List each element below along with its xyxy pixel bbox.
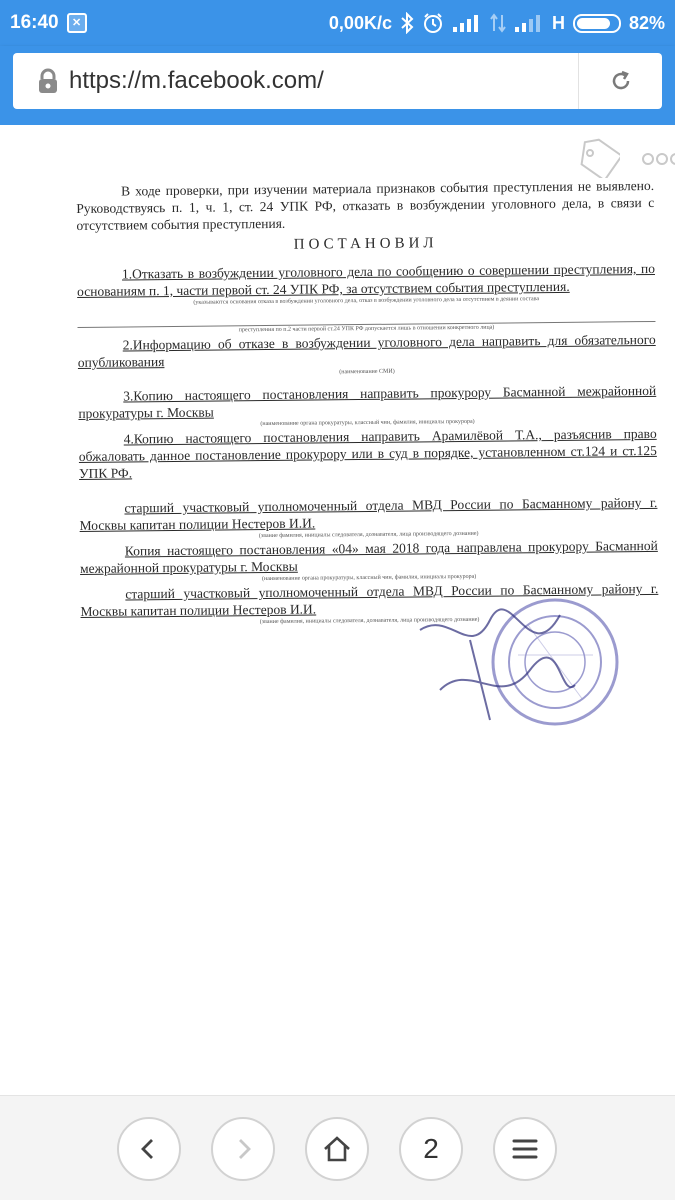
home-button[interactable] — [305, 1117, 369, 1181]
back-icon — [136, 1136, 162, 1162]
back-button[interactable] — [117, 1117, 181, 1181]
browser-toolbar — [0, 46, 675, 125]
bottom-navigation — [0, 1095, 675, 1200]
battery-fill — [577, 18, 610, 29]
item-4: 4.Копию настоящего постановления направить Арамилёвой Т.А., разъяснив право обжаловать данное постановление прокурору или в суд в порядке, установленном ст.124 и ст.125 УПК РФ. — [78, 425, 657, 481]
network-speed: 0,00K/c — [328, 12, 392, 33]
home-icon — [322, 1135, 352, 1163]
lock-icon — [35, 68, 61, 94]
address-bar[interactable] — [13, 53, 662, 109]
tabs-count: 2 — [423, 1133, 439, 1164]
clock: 16:40 — [10, 12, 59, 33]
item-2: 2.Информацию об отказе в возбуждении уголовного дела направить для обязательного опубликования — [77, 331, 656, 370]
tabs-button[interactable] — [399, 1117, 463, 1181]
document-heading: ПОСТАНОВИЛ — [293, 235, 438, 253]
status-bar — [0, 0, 675, 46]
alarm-icon — [422, 12, 444, 34]
battery-percent: 82% — [628, 12, 665, 33]
item-1-note-2: преступления по п.2 части первой ст.24 УПК РФ допускается лишь в отношении конкретного лица) — [78, 321, 656, 337]
reload-icon[interactable] — [608, 68, 634, 94]
menu-button[interactable] — [493, 1117, 557, 1181]
item-3-note: (наименование органа прокуратуры, классный чин, фамилия, инициалы прокурора) — [260, 418, 475, 428]
url-text[interactable]: https://m.facebook.com/ — [69, 67, 324, 94]
paragraph-intro: В ходе проверки, при изучении материала признаков события преступления не выявлено. Руководствуясь п. 1, ч. 1, ст. 24 УПК РФ, отказать в возбуждении уголовного дела, в связи с отсутствием события преступления. — [76, 177, 655, 233]
signal-icon — [452, 14, 482, 32]
item-3: 3.Копию настоящего постановления направить прокурору Басманной межрайонной прокуратуры г. Москвы — [78, 382, 657, 421]
scanned-document — [76, 177, 659, 629]
signatory-1: старший участковый уполномоченный отдела МВД России по Басманному району г. Москвы капитан полиции Нестеров И.И. — [79, 494, 658, 533]
more-icon[interactable] — [640, 147, 675, 171]
battery-icon — [573, 14, 621, 33]
menu-icon — [512, 1138, 538, 1160]
signal-2-icon — [514, 14, 544, 32]
signatory-2: старший участковый уполномоченный отдела МВД России по Басманному району г. Москвы капитан полиции Нестеров И.И. — [80, 580, 659, 619]
forward-icon — [230, 1136, 256, 1162]
tag-icon[interactable] — [574, 138, 620, 178]
item-2-note: (наименование СМИ) — [339, 368, 395, 376]
divider — [578, 53, 579, 109]
signature — [410, 600, 580, 740]
data-transfer-icon — [490, 13, 506, 33]
signatory-2-note: (звание фамилия, инициалы следователя, дознавателя, лица производящего дознание) — [259, 616, 480, 626]
forward-button[interactable] — [211, 1117, 275, 1181]
bluetooth-icon — [400, 12, 414, 34]
network-type: H — [551, 12, 565, 33]
status-icons — [329, 12, 665, 34]
copy-sent: Копия настоящего постановления «04» мая 2018 года направлена прокурору Басманной межрайонной прокуратуры г. Москвы — [79, 537, 658, 576]
web-page[interactable] — [0, 125, 675, 1095]
copy-sent-note: (наименование органа прокуратуры, классный чин, фамилия, инициалы прокурора) — [262, 573, 477, 583]
item-1: 1.Отказать в возбуждении уголовного дела по сообщению о совершении преступления, по основаниям п. 1, части первой ст. 24 УПК РФ, за отсутствием события преступления. — [77, 260, 656, 299]
item-1-note: (указываются основания отказа в возбуждении уголовного дела, отказ в возбуждении уголовного дела за отсутствием в деянии состава — [193, 296, 540, 306]
signatory-1-note: (звание фамилия, инициалы следователя, дознавателя, лица производящего дознание) — [258, 530, 479, 540]
notification-icon: ✕ — [67, 13, 87, 33]
